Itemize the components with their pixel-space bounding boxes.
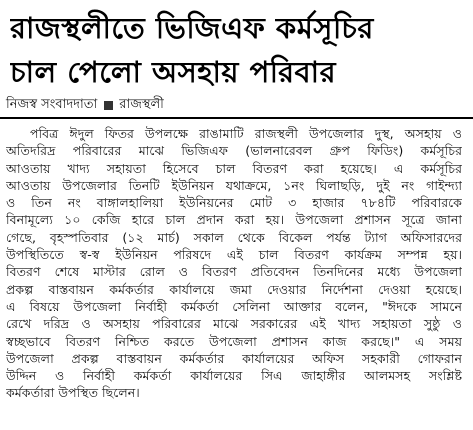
byline-separator-square-icon [104, 101, 113, 110]
article-line: উপজেলা প্রকল্প বাস্তবায়ন কর্মকর্তার কার্যালয়ের অফিস সহকারী গোফরান [6, 350, 462, 366]
article-body [6, 125, 462, 402]
article-line: আওতায় উপজেলার তিনটি ইউনিয়ন যথাক্রমে, ১নং ঘিলাছড়ি, দুই নং গাইন্দ্যা [6, 177, 462, 193]
byline [6, 95, 164, 115]
article-line: প্রকল্প বাস্তবায়ন কর্মকর্তার কার্যালয়ে জমা দেওয়ার নির্দেশনা দেওয়া হয়েছে। [6, 281, 462, 297]
article-line: রেখে দরিদ্র ও অসহায় পরিবারের মাঝে সরকারের এই খাদ্য সহায়তা সুষ্ঠু ও [6, 316, 462, 332]
article-line: ও তিন নং বাঙ্গালহালিয়া ইউনিয়নের মোট ৩ হাজার ৭৮৪টি পরিবারকে [6, 195, 462, 211]
article-line: বিনামূল্যে ১০ কেজি হারে চাল প্রদান করা হয়। উপজেলা প্রশাসন সূত্রে জানা [6, 212, 462, 228]
article-line: গেছে, বৃহস্পতিবার (১২ মার্চ) সকাল থেকে বিকেল পর্যন্ত ট্যাগ অফিসারদের [6, 229, 462, 245]
article-line: উপস্থিতিতে স্ব-স্ব ইউনিয়ন পরিষদে এই চাল বিতরণ কার্যক্রম সম্পন্ন হয়। [6, 247, 462, 263]
article-line: কর্মকর্তারা উপস্থিত ছিলেন। [6, 385, 140, 401]
article-line: স্বচ্ছভাবে বিতরণ নিশ্চিত করতে উপজেলা প্রশাসন কাজ করছে।" এ সময় [6, 333, 462, 349]
article-line: উদ্দিন ও নির্বাহী কর্মকর্তা কার্যালয়ের সিএ জাহাঙ্গীর আলমসহ সংশ্লিষ্ট [6, 368, 462, 384]
headline-line-1: রাজস্থলীতে ভিজিএফ কর্মসূচির [10, 11, 374, 45]
headline-divider [0, 117, 473, 119]
article-line: বিতরণ শেষে মাস্টার রোল ও বিতরণ প্রতিবেদন তিনদিনের মধ্যে উপজেলা [6, 264, 462, 280]
article-line: আওতায় খাদ্য সহায়তা হিসেবে চাল বিতরণ করা হয়েছে। এ কর্মসূচির [6, 160, 462, 176]
byline-location: রাজস্থলী [119, 97, 164, 112]
byline-reporter: নিজস্ব সংবাদদাতা [6, 97, 98, 112]
headline-line-2: চাল পেলো অসহায় পরিবার [10, 55, 337, 89]
article-line: এ বিষয়ে উপজেলা নির্বাহী কর্মকর্তা সেলিনা আক্তার বলেন, "ঈদকে সামনে [6, 298, 462, 314]
article-line: অতিদরিদ্র পরিবারের মাঝে ভিজিএফ (ভালনারেবল গ্রুপ ফিডিং) কর্মসূচির [6, 143, 462, 159]
article-line: পবিত্র ঈদুল ফিতর উপলক্ষে রাঙামাটি রাজস্থলী উপজেলার দুস্থ, অসহায় ও [30, 126, 462, 141]
